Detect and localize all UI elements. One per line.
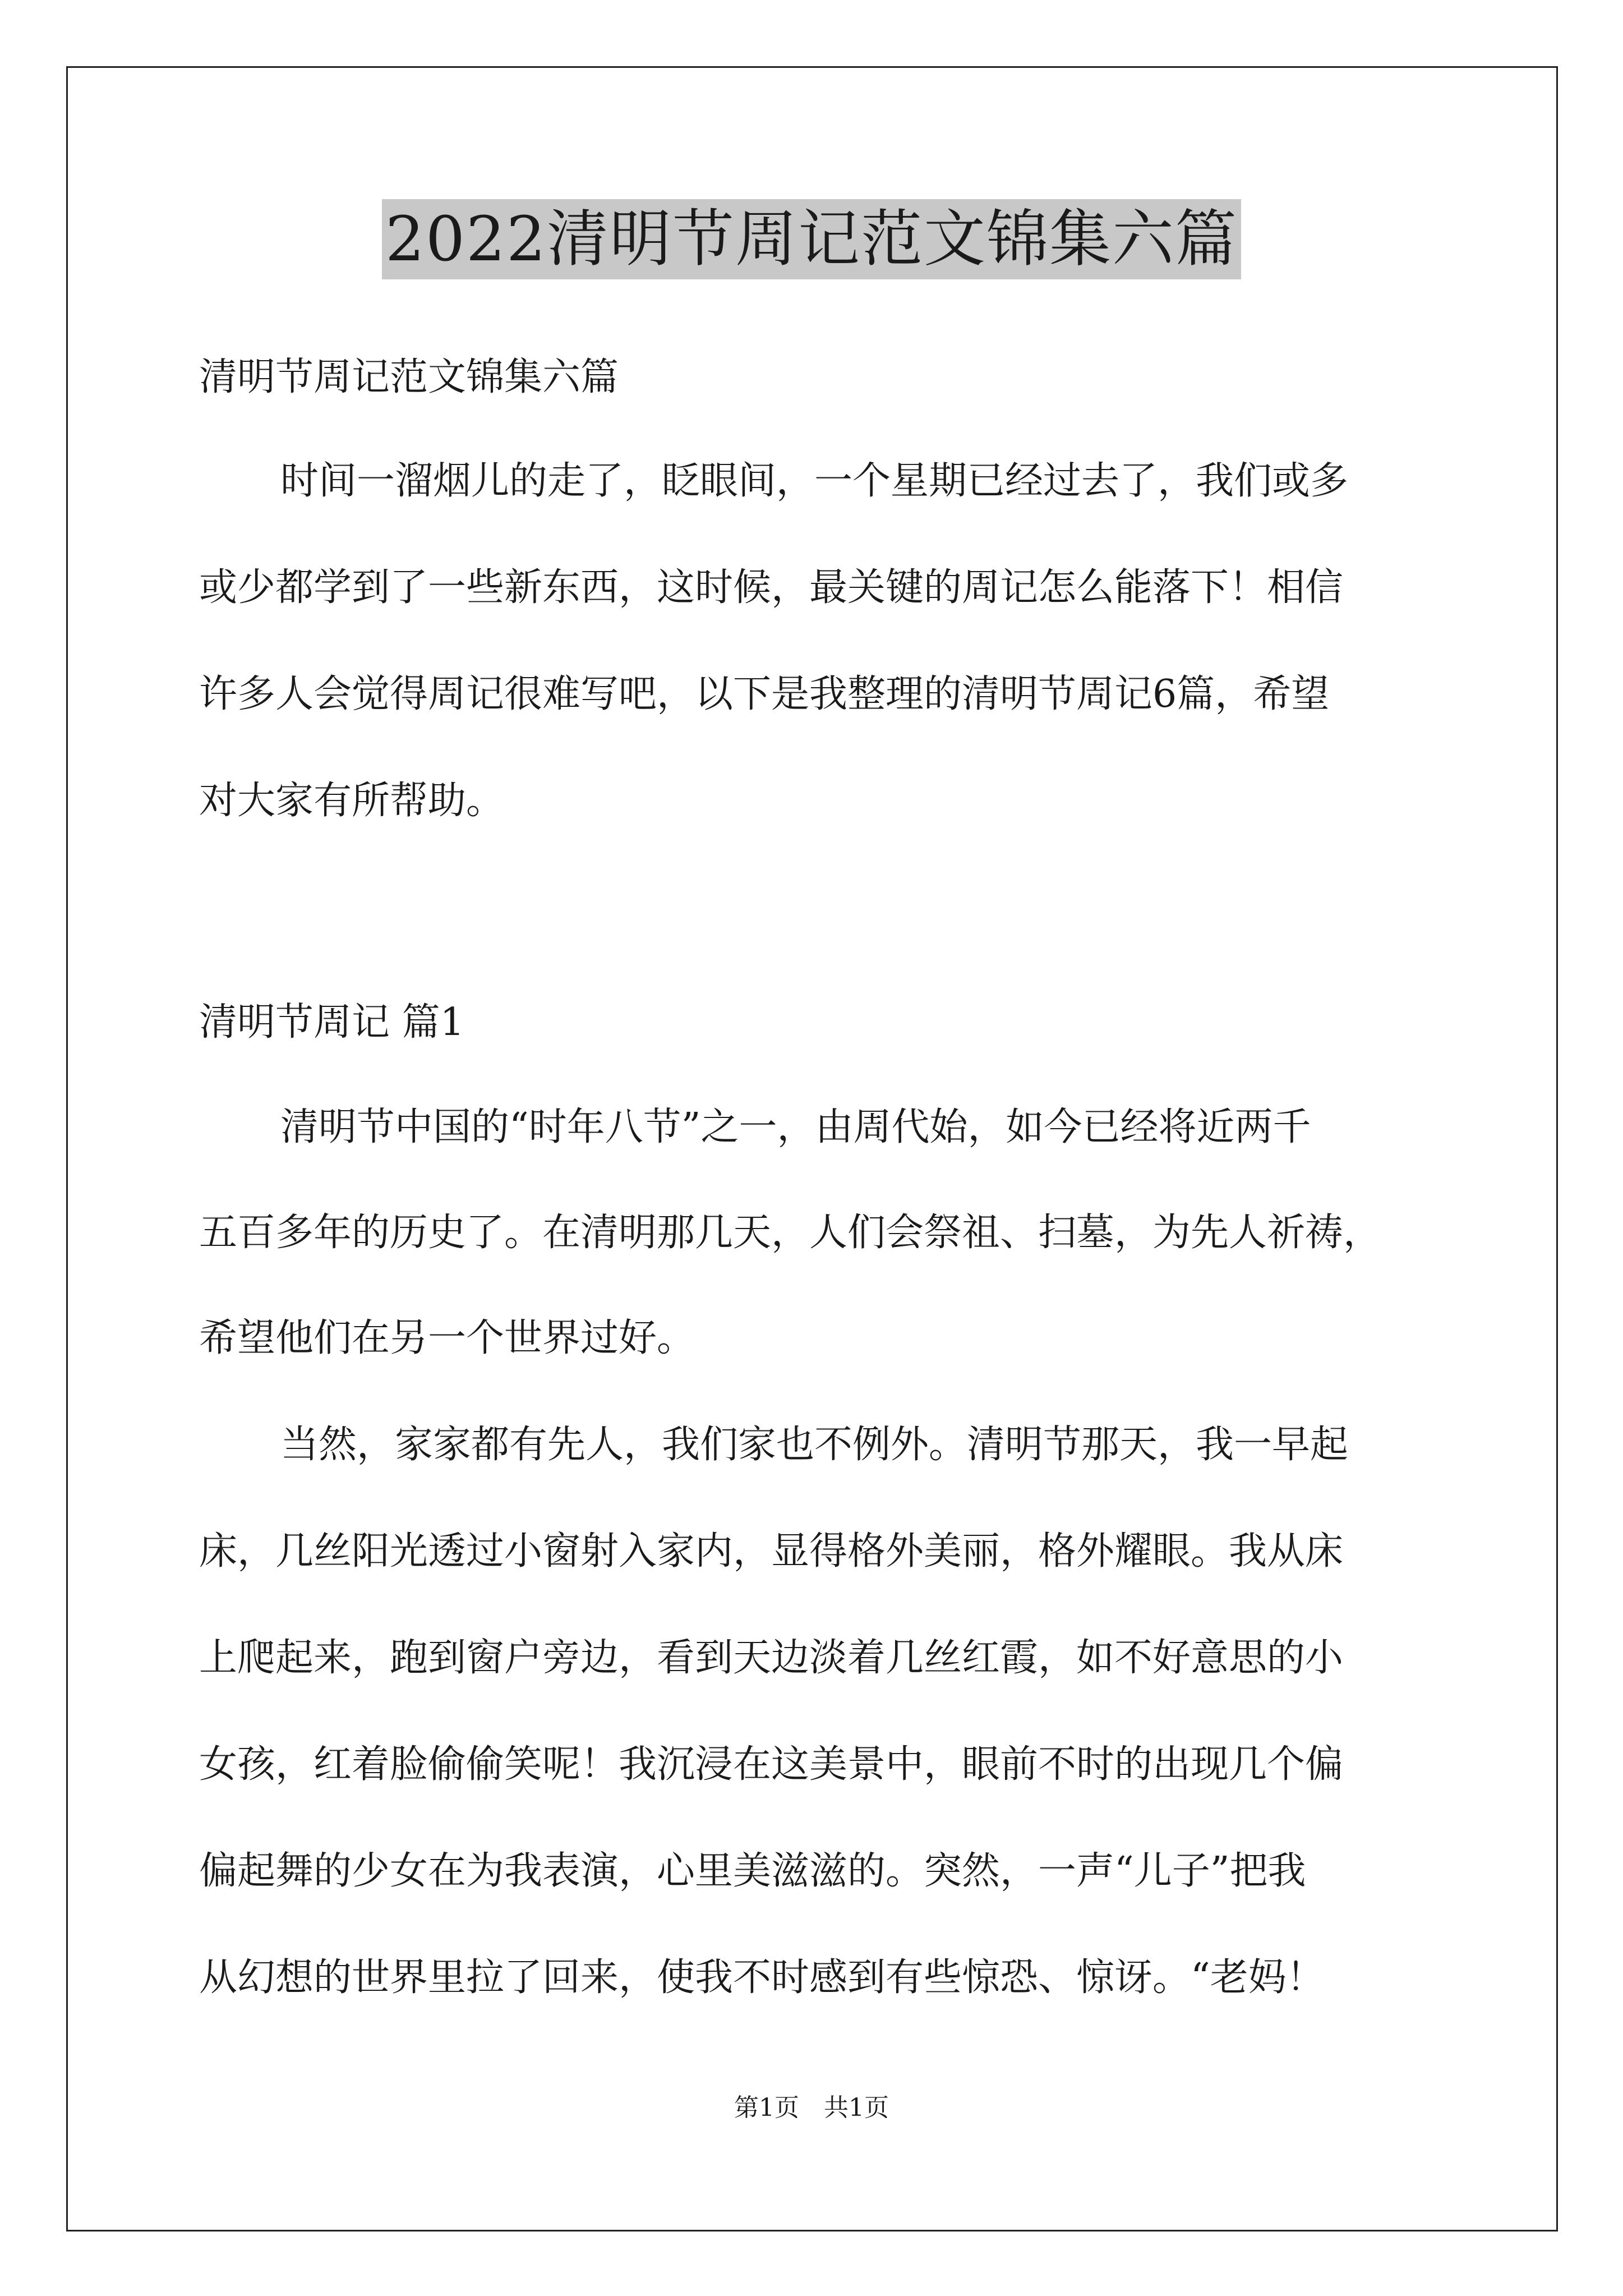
page-footer: 第1页 共1页 [734,2093,889,2122]
intro-line: 时间一溜烟儿的走了，眨眼间，一个星期已经过去了，我们或多 [280,459,1349,503]
body-line: 五百多年的历史了。在清明那几天，人们会祭祖、扫墓，为先人祈祷， [199,1211,1382,1255]
intro-line: 对大家有所帮助。 [199,779,505,823]
body-line: 女孩，红着脸偷偷笑呢！我沉浸在这美景中，眼前不时的出现几个偏 [199,1742,1344,1787]
title-container [0,199,1623,279]
intro-line: 或少都学到了一些新东西，这时候，最关键的周记怎么能落下！相信 [199,565,1344,610]
body-line: 当然，家家都有先人，我们家也不例外。清明节那天，我一早起 [280,1423,1349,1467]
body-line: 从幻想的世界里拉了回来，使我不时感到有些惊恐、惊讶。“老妈！ [199,1955,1325,2000]
body-line: 偏起舞的少女在为我表演，心里美滋滋的。突然，一声“儿子”把我 [199,1849,1306,1893]
body-line: 床，几丝阳光透过小窗射入家内，显得格外美丽，格外耀眼。我从床 [199,1529,1344,1573]
document-title: 2022清明节周记范文锦集六篇 [382,199,1241,279]
document-subtitle: 清明节周记范文锦集六篇 [199,355,619,399]
body-line: 上爬起来，跑到窗户旁边，看到天边淡着几丝红霞，如不好意思的小 [199,1636,1344,1680]
body-line: 希望他们在另一个世界过好。 [199,1316,695,1360]
intro-line: 许多人会觉得周记很难写吧，以下是我整理的清明节周记6篇，希望 [199,672,1330,716]
section-heading: 清明节周记 篇1 [199,1000,464,1045]
body-line: 清明节中国的“时年八节”之一，由周代始，如今已经将近两千 [280,1105,1311,1149]
